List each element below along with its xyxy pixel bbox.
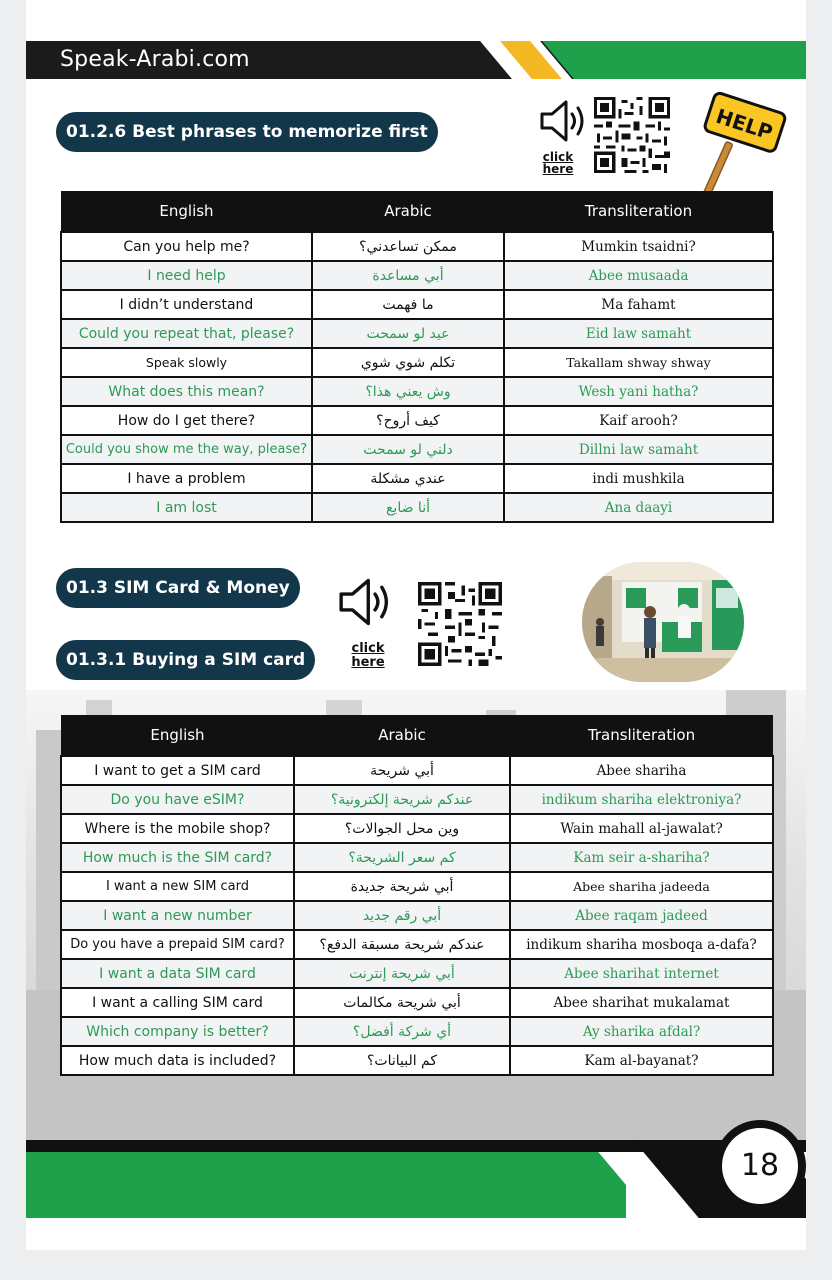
- section-title-sim-money: 01.3 SIM Card & Money: [56, 568, 300, 608]
- table-row: [61, 493, 773, 522]
- cell-english: Do you have eSIM?: [61, 785, 294, 814]
- here-text: here: [542, 162, 574, 176]
- cell-english: How much is the SIM card?: [61, 843, 294, 872]
- cell-transliteration: Abee shariha: [510, 756, 773, 785]
- footer-green-band: [26, 1152, 626, 1218]
- cell-arabic: ما فهمت: [312, 290, 504, 319]
- column-header-english: English: [61, 191, 312, 232]
- cell-arabic: عندكم شريحة مسبقة الدفع؟: [294, 930, 510, 959]
- brand-name: Speak-Arabi.com: [60, 47, 250, 72]
- table-header-row: [61, 715, 773, 756]
- cell-english: I want a data SIM card: [61, 959, 294, 988]
- click-text: click: [351, 641, 385, 656]
- cell-english: I have a problem: [61, 464, 312, 493]
- sim-shop-photo: [582, 562, 744, 682]
- column-header-transliteration: Transliteration: [510, 715, 773, 756]
- cell-transliteration: Abee raqam jadeed: [510, 901, 773, 930]
- table-row: [61, 232, 773, 261]
- cell-transliteration: Mumkin tsaidni?: [504, 232, 773, 261]
- section-subtitle-buying-sim: 01.3.1 Buying a SIM card: [56, 640, 315, 680]
- phrases-table: [60, 191, 774, 523]
- cell-arabic: عندي مشكلة: [312, 464, 504, 493]
- cell-transliteration: Abee musaada: [504, 261, 773, 290]
- cell-transliteration: Ma fahamt: [504, 290, 773, 319]
- cell-transliteration: Dillni law samaht: [504, 435, 773, 464]
- table-row: [61, 1017, 773, 1046]
- table-row: [61, 843, 773, 872]
- cell-english: Can you help me?: [61, 232, 312, 261]
- page: [26, 0, 806, 1250]
- top-strip: [26, 0, 806, 40]
- cell-arabic: دلني لو سمحت: [312, 435, 504, 464]
- cell-transliteration: Ana daayi: [504, 493, 773, 522]
- cell-transliteration: indikum shariha elektroniya?: [510, 785, 773, 814]
- click-here-link[interactable]: [542, 151, 574, 175]
- cell-transliteration: Abee sharihat internet: [510, 959, 773, 988]
- cell-arabic: أبي شريحة: [294, 756, 510, 785]
- column-header-transliteration: Transliteration: [504, 191, 773, 232]
- speaker-icon[interactable]: [538, 98, 590, 148]
- cell-arabic: أبي شريحة مكالمات: [294, 988, 510, 1017]
- cell-english: Could you show me the way, please?: [61, 435, 312, 464]
- cell-english: Which company is better?: [61, 1017, 294, 1046]
- cell-english: I want to get a SIM card: [61, 756, 294, 785]
- table-row: [61, 464, 773, 493]
- cell-arabic: وش يعني هذا؟: [312, 377, 504, 406]
- cell-english: I want a calling SIM card: [61, 988, 294, 1017]
- cell-english: Could you repeat that, please?: [61, 319, 312, 348]
- cell-english: I want a new number: [61, 901, 294, 930]
- click-text: click: [542, 150, 574, 164]
- cell-transliteration: indi mushkila: [504, 464, 773, 493]
- cell-arabic: تكلم شوي شوي: [312, 348, 504, 377]
- cell-transliteration: Kam al-bayanat?: [510, 1046, 773, 1075]
- cell-english: Where is the mobile shop?: [61, 814, 294, 843]
- table-row: [61, 901, 773, 930]
- cell-arabic: كيف أروح؟: [312, 406, 504, 435]
- section-title-best-phrases: 01.2.6 Best phrases to memorize first: [56, 112, 438, 152]
- cell-transliteration: Eid law samaht: [504, 319, 773, 348]
- table-row: [61, 1046, 773, 1075]
- cell-arabic: ممكن تساعدني؟: [312, 232, 504, 261]
- cell-arabic: أبي شريحة جديدة: [294, 872, 510, 901]
- table-row: [61, 377, 773, 406]
- header-stripe-green: [542, 41, 806, 79]
- help-sign-text: HELP: [713, 103, 776, 145]
- cell-transliteration: Kam seir a-shariha?: [510, 843, 773, 872]
- cell-arabic: عندكم شريحة إلكترونية؟: [294, 785, 510, 814]
- cell-arabic: عيد لو سمحت: [312, 319, 504, 348]
- cell-transliteration: Ay sharika afdal?: [510, 1017, 773, 1046]
- cell-arabic: أبي رقم جديد: [294, 901, 510, 930]
- table-row: [61, 435, 773, 464]
- cell-transliteration: indikum shariha mosboqa a-dafa?: [510, 930, 773, 959]
- cell-transliteration: Wesh yani hatha?: [504, 377, 773, 406]
- cell-transliteration: Abee sharihat mukalamat: [510, 988, 773, 1017]
- cell-arabic: أبي شريحة إنترنت: [294, 959, 510, 988]
- table-row: [61, 930, 773, 959]
- cell-english: What does this mean?: [61, 377, 312, 406]
- cell-transliteration: Abee shariha jadeeda: [510, 872, 773, 901]
- table-row: [61, 959, 773, 988]
- table-row: [61, 785, 773, 814]
- qr-code-icon[interactable]: [418, 582, 502, 670]
- cell-arabic: وين محل الجوالات؟: [294, 814, 510, 843]
- table-row: [61, 988, 773, 1017]
- table-row: [61, 319, 773, 348]
- cell-english: How do I get there?: [61, 406, 312, 435]
- cell-transliteration: Wain mahall al-jawalat?: [510, 814, 773, 843]
- cell-english: I am lost: [61, 493, 312, 522]
- cell-transliteration: Kaif arooh?: [504, 406, 773, 435]
- cell-arabic: أبي مساعدة: [312, 261, 504, 290]
- column-header-arabic: Arabic: [312, 191, 504, 232]
- table-row: [61, 872, 773, 901]
- table-row: [61, 261, 773, 290]
- table-row: [61, 348, 773, 377]
- cell-arabic: أي شركة أفضل؟: [294, 1017, 510, 1046]
- cell-english: How much data is included?: [61, 1046, 294, 1075]
- table-row: [61, 290, 773, 319]
- table-row: [61, 814, 773, 843]
- table-header-row: [61, 191, 773, 232]
- cell-english: I need help: [61, 261, 312, 290]
- speaker-icon[interactable]: [336, 576, 396, 632]
- column-header-english: English: [61, 715, 294, 756]
- click-here-link[interactable]: [350, 642, 386, 670]
- cell-english: Do you have a prepaid SIM card?: [61, 930, 294, 959]
- table-row: [61, 406, 773, 435]
- page-number: 18: [722, 1128, 798, 1204]
- qr-code-icon[interactable]: [594, 97, 670, 177]
- cell-arabic: أنا ضايع: [312, 493, 504, 522]
- cell-arabic: كم البيانات؟: [294, 1046, 510, 1075]
- table-row: [61, 756, 773, 785]
- cell-english: Speak slowly: [61, 348, 312, 377]
- column-header-arabic: Arabic: [294, 715, 510, 756]
- cell-arabic: كم سعر الشريحة؟: [294, 843, 510, 872]
- cell-english: I want a new SIM card: [61, 872, 294, 901]
- cell-english: I didn’t understand: [61, 290, 312, 319]
- cell-transliteration: Takallam shway shway: [504, 348, 773, 377]
- here-text: here: [351, 655, 385, 670]
- sim-card-table: [60, 715, 774, 1076]
